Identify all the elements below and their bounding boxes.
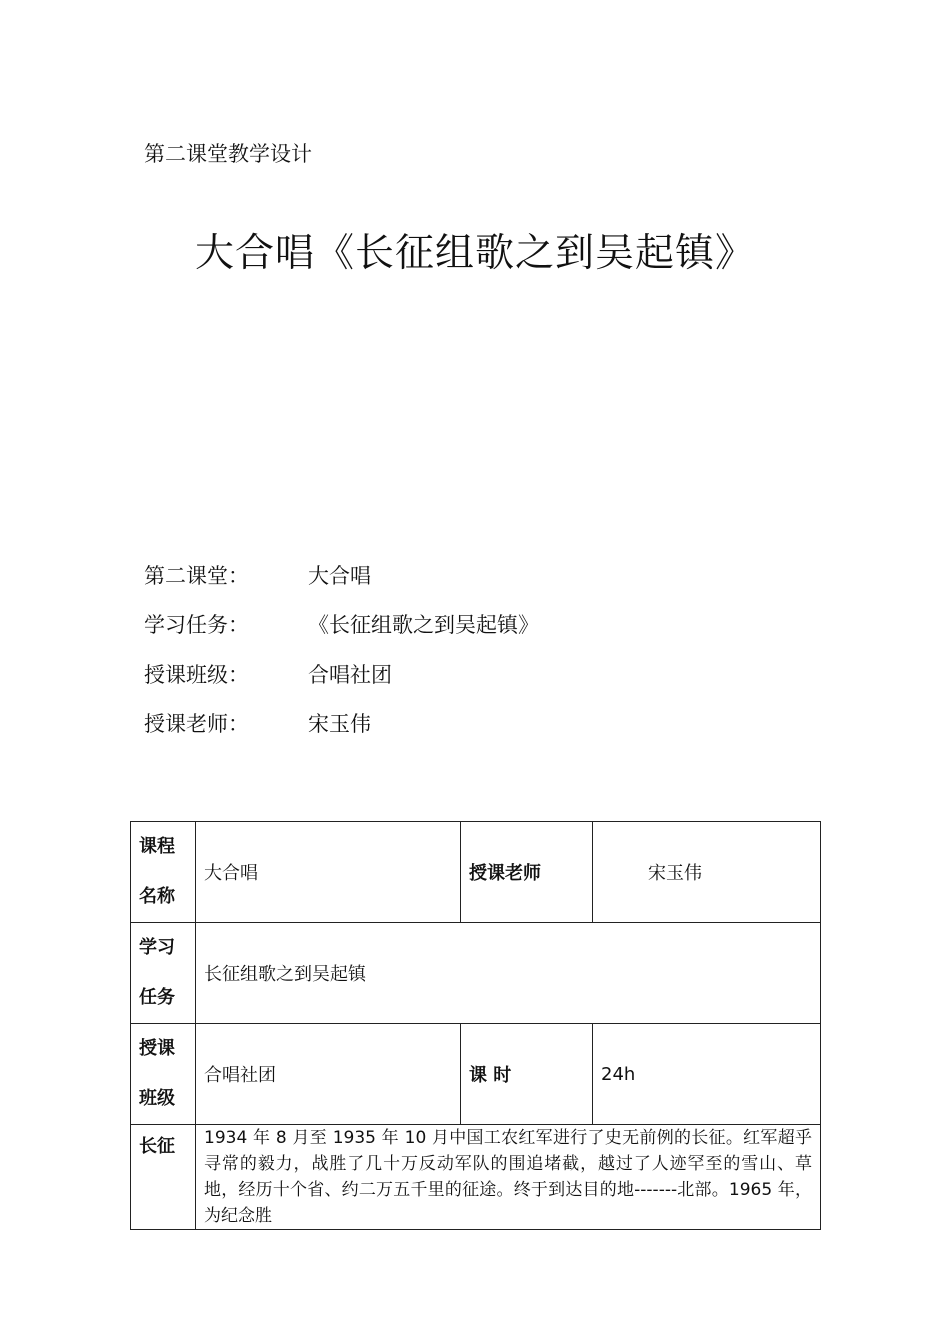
info-row-activity xyxy=(144,560,844,590)
teacher-value: 宋玉伟 xyxy=(593,822,821,923)
hours-label: 课 时 xyxy=(461,1024,593,1125)
table-row-class xyxy=(131,1024,821,1125)
course-name-value: 大合唱 xyxy=(196,822,461,923)
teacher-label: 授课老师 xyxy=(461,822,593,923)
table-row-task xyxy=(131,923,821,1024)
info-key: 第二课堂： xyxy=(144,564,249,588)
info-key: 学习任务： xyxy=(144,613,249,637)
table-row-course-name xyxy=(131,822,821,923)
task-value: 长征组歌之到吴起镇 xyxy=(196,923,821,1024)
task-label-cell xyxy=(131,923,196,1024)
info-value: 宋玉伟 xyxy=(308,712,371,736)
info-row-teacher xyxy=(144,708,844,738)
hours-value: 24h xyxy=(593,1024,821,1125)
document-header-label: 第二课堂教学设计 xyxy=(144,142,312,166)
course-name-label-cell xyxy=(131,822,196,923)
class-label-line1: 授课 xyxy=(139,1038,175,1059)
longmarch-label: 长征 xyxy=(131,1125,196,1230)
info-key: 授课老师： xyxy=(144,712,249,736)
info-value: 合唱社团 xyxy=(308,663,392,687)
course-name-label-line1: 课程 xyxy=(139,836,175,857)
info-key: 授课班级： xyxy=(144,663,249,687)
table-row-longmarch xyxy=(131,1125,821,1230)
class-label-cell xyxy=(131,1024,196,1125)
info-row-class xyxy=(144,659,844,689)
class-label-line2: 班级 xyxy=(139,1088,175,1109)
info-value: 《长征组歌之到吴起镇》 xyxy=(308,613,539,637)
task-label-line1: 学习 xyxy=(139,937,175,958)
task-label-line2: 任务 xyxy=(139,987,175,1008)
course-info-table xyxy=(130,821,821,1230)
longmarch-paragraph: 1934 年 8 月至 1935 年 10 月中国工农红军进行了史无前例的长征。红军超乎寻常的毅力，战胜了几十万反动军队的围追堵截，越过了人迹罕至的雪山、草地，经历十个省、约二万五千里的征途。终于到达目的地-------北部。1965 年，为纪念胜 xyxy=(196,1125,821,1230)
document-title: 大合唱《长征组歌之到吴起镇》 xyxy=(194,231,755,276)
course-name-label-line2: 名称 xyxy=(139,886,175,907)
info-row-task xyxy=(144,609,844,639)
class-value: 合唱社团 xyxy=(196,1024,461,1125)
info-value: 大合唱 xyxy=(308,564,371,588)
